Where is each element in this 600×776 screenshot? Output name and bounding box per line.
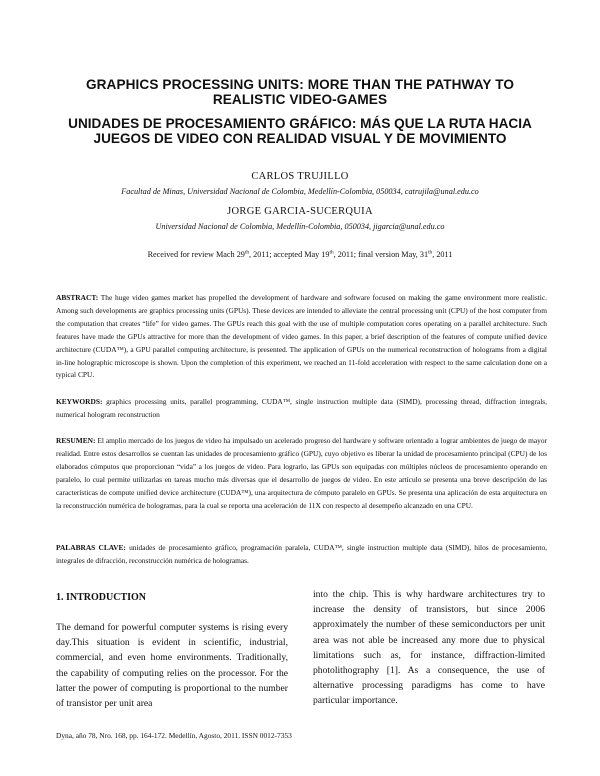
keywords-label: KEYWORDS: bbox=[56, 397, 103, 406]
author-affiliation: Facultad de Minas, Universidad Nacional de Colombia, Medellín-Colombia, 050034, catrujila@unal.edu.co bbox=[121, 187, 479, 196]
intro-right-column: into the chip. This is why hardware architectures try to increase the density of transistors, but since 2006 approximately the number of these semiconductors per unit area was not able be increased any more due to physical limitations such as, for instance, diffraction-limited photolithography [1]. As a consequence, the use of alternative processing paradigms has come to have particular importance. bbox=[313, 589, 545, 707]
author-name: JORGE GARCIA-SUCERQUIA bbox=[227, 206, 373, 217]
resumen-label: RESUMEN: bbox=[56, 436, 96, 445]
keywords-text: graphics processing units, parallel programming, CUDA™, single instruction multiple data (SIMD), processing thread, diffraction integrals, numerical hologram reconstruction bbox=[56, 397, 547, 419]
resumen-text: El amplio mercado de los juegos de video ha impulsado un acelerado progreso del hardware y software orientado a lograr ambientes de juego de mayor realidad. Entre estos desarrollos se cuentan las unidades de procesamiento gráfico (GPU), cuyo objetivo es liberar la unidad de procesamiento principal (CPU) de los elaborados cómputos que proporcionan “vida” a los juegos de video. Para lograrlo, las GPUs son equipadas con múltiples núcleos de procesamiento operando en paralelo, lo cual permite utilizarlas en tareas mucho más diversas que el desarrollo de juegos de video. En este artículo se presenta una breve descripción de las características de compute unified device architecture (CUDA™), una arquitectura de cómputo paralelo en GPUs. Se presenta una aplicación de esta arquitectura en la reconstrucción numérica de hologramas, para la cual se reporta una aceleración de 11X con respecto al desempeño alcanzado en una CPU. bbox=[56, 436, 547, 510]
abstract bbox=[56, 292, 547, 382]
resumen bbox=[56, 435, 547, 512]
review-dates: Received for review Mach 29th, 2011; accepted May 19th, 2011; final version May, 31th, 2011 bbox=[147, 249, 453, 259]
section-heading: 1. INTRODUCTION bbox=[56, 592, 147, 603]
palabras-text: unidades de procesamiento gráfico, programación paralela, CUDA™, single instruction multiple data (SIMD), hilos de procesamiento, integrales de difracción, reconstrucción numérica de hologramas. bbox=[56, 543, 547, 565]
palabras-clave bbox=[56, 542, 547, 568]
palabras-label: PALABRAS CLAVE: bbox=[56, 543, 126, 552]
footer-citation: Dyna, año 78, Nro. 168, pp. 164-172. Medellín, Agosto, 2011. ISSN 0012-7353 bbox=[56, 731, 292, 740]
author-name: CARLOS TRUJILLO bbox=[251, 171, 349, 182]
intro-left-column: The demand for powerful computer systems is rising every day.This situation is evident in scientific, industrial, commercial, and even home environments. Traditionally, the capability of computing relies on the processor. For the latter the power of computing is proportional to the number of transistor per unit area bbox=[56, 622, 288, 710]
keywords bbox=[56, 396, 547, 422]
abstract-label: ABSTRACT: bbox=[56, 293, 99, 302]
author-affiliation: Universidad Nacional de Colombia, Medellín-Colombia, 050034, jigarcia@unal.edu.co bbox=[155, 222, 445, 231]
title-english: GRAPHICS PROCESSING UNITS: MORE THAN THE PATHWAY TO REALISTIC VIDEO-GAMES bbox=[85, 77, 515, 107]
abstract-text: The huge video games market has propelled the development of hardware and software focused on making the game environment more realistic. Among such developments are graphics processing units (GPUs). These devices are intended to alleviate the central processing unit (CPU) of the host computer from the computation that creates “life” for video games. The GPUs reach this goal with the use of multiple computation cores operating on a parallel architecture. Such features have made the GPUs attractive for more than the development of video games. In this paper, a brief description of the features of compute unified device architecture (CUDA™), a GPU parallel computing architecture, is presented. The application of GPUs on the numerical reconstruction of holograms from a digital in-line holographic microscope is shown. Upon the completion of this experiment, we reached an 11-fold acceleration with respect to the same calculation done on a typical CPU. bbox=[56, 293, 547, 380]
title-spanish: UNIDADES DE PROCESAMIENTO GRÁFICO: MÁS QUE LA RUTA HACIA JUEGOS DE VIDEO CON REALIDAD VISUAL Y DE MOVIMIENTO bbox=[68, 116, 532, 146]
